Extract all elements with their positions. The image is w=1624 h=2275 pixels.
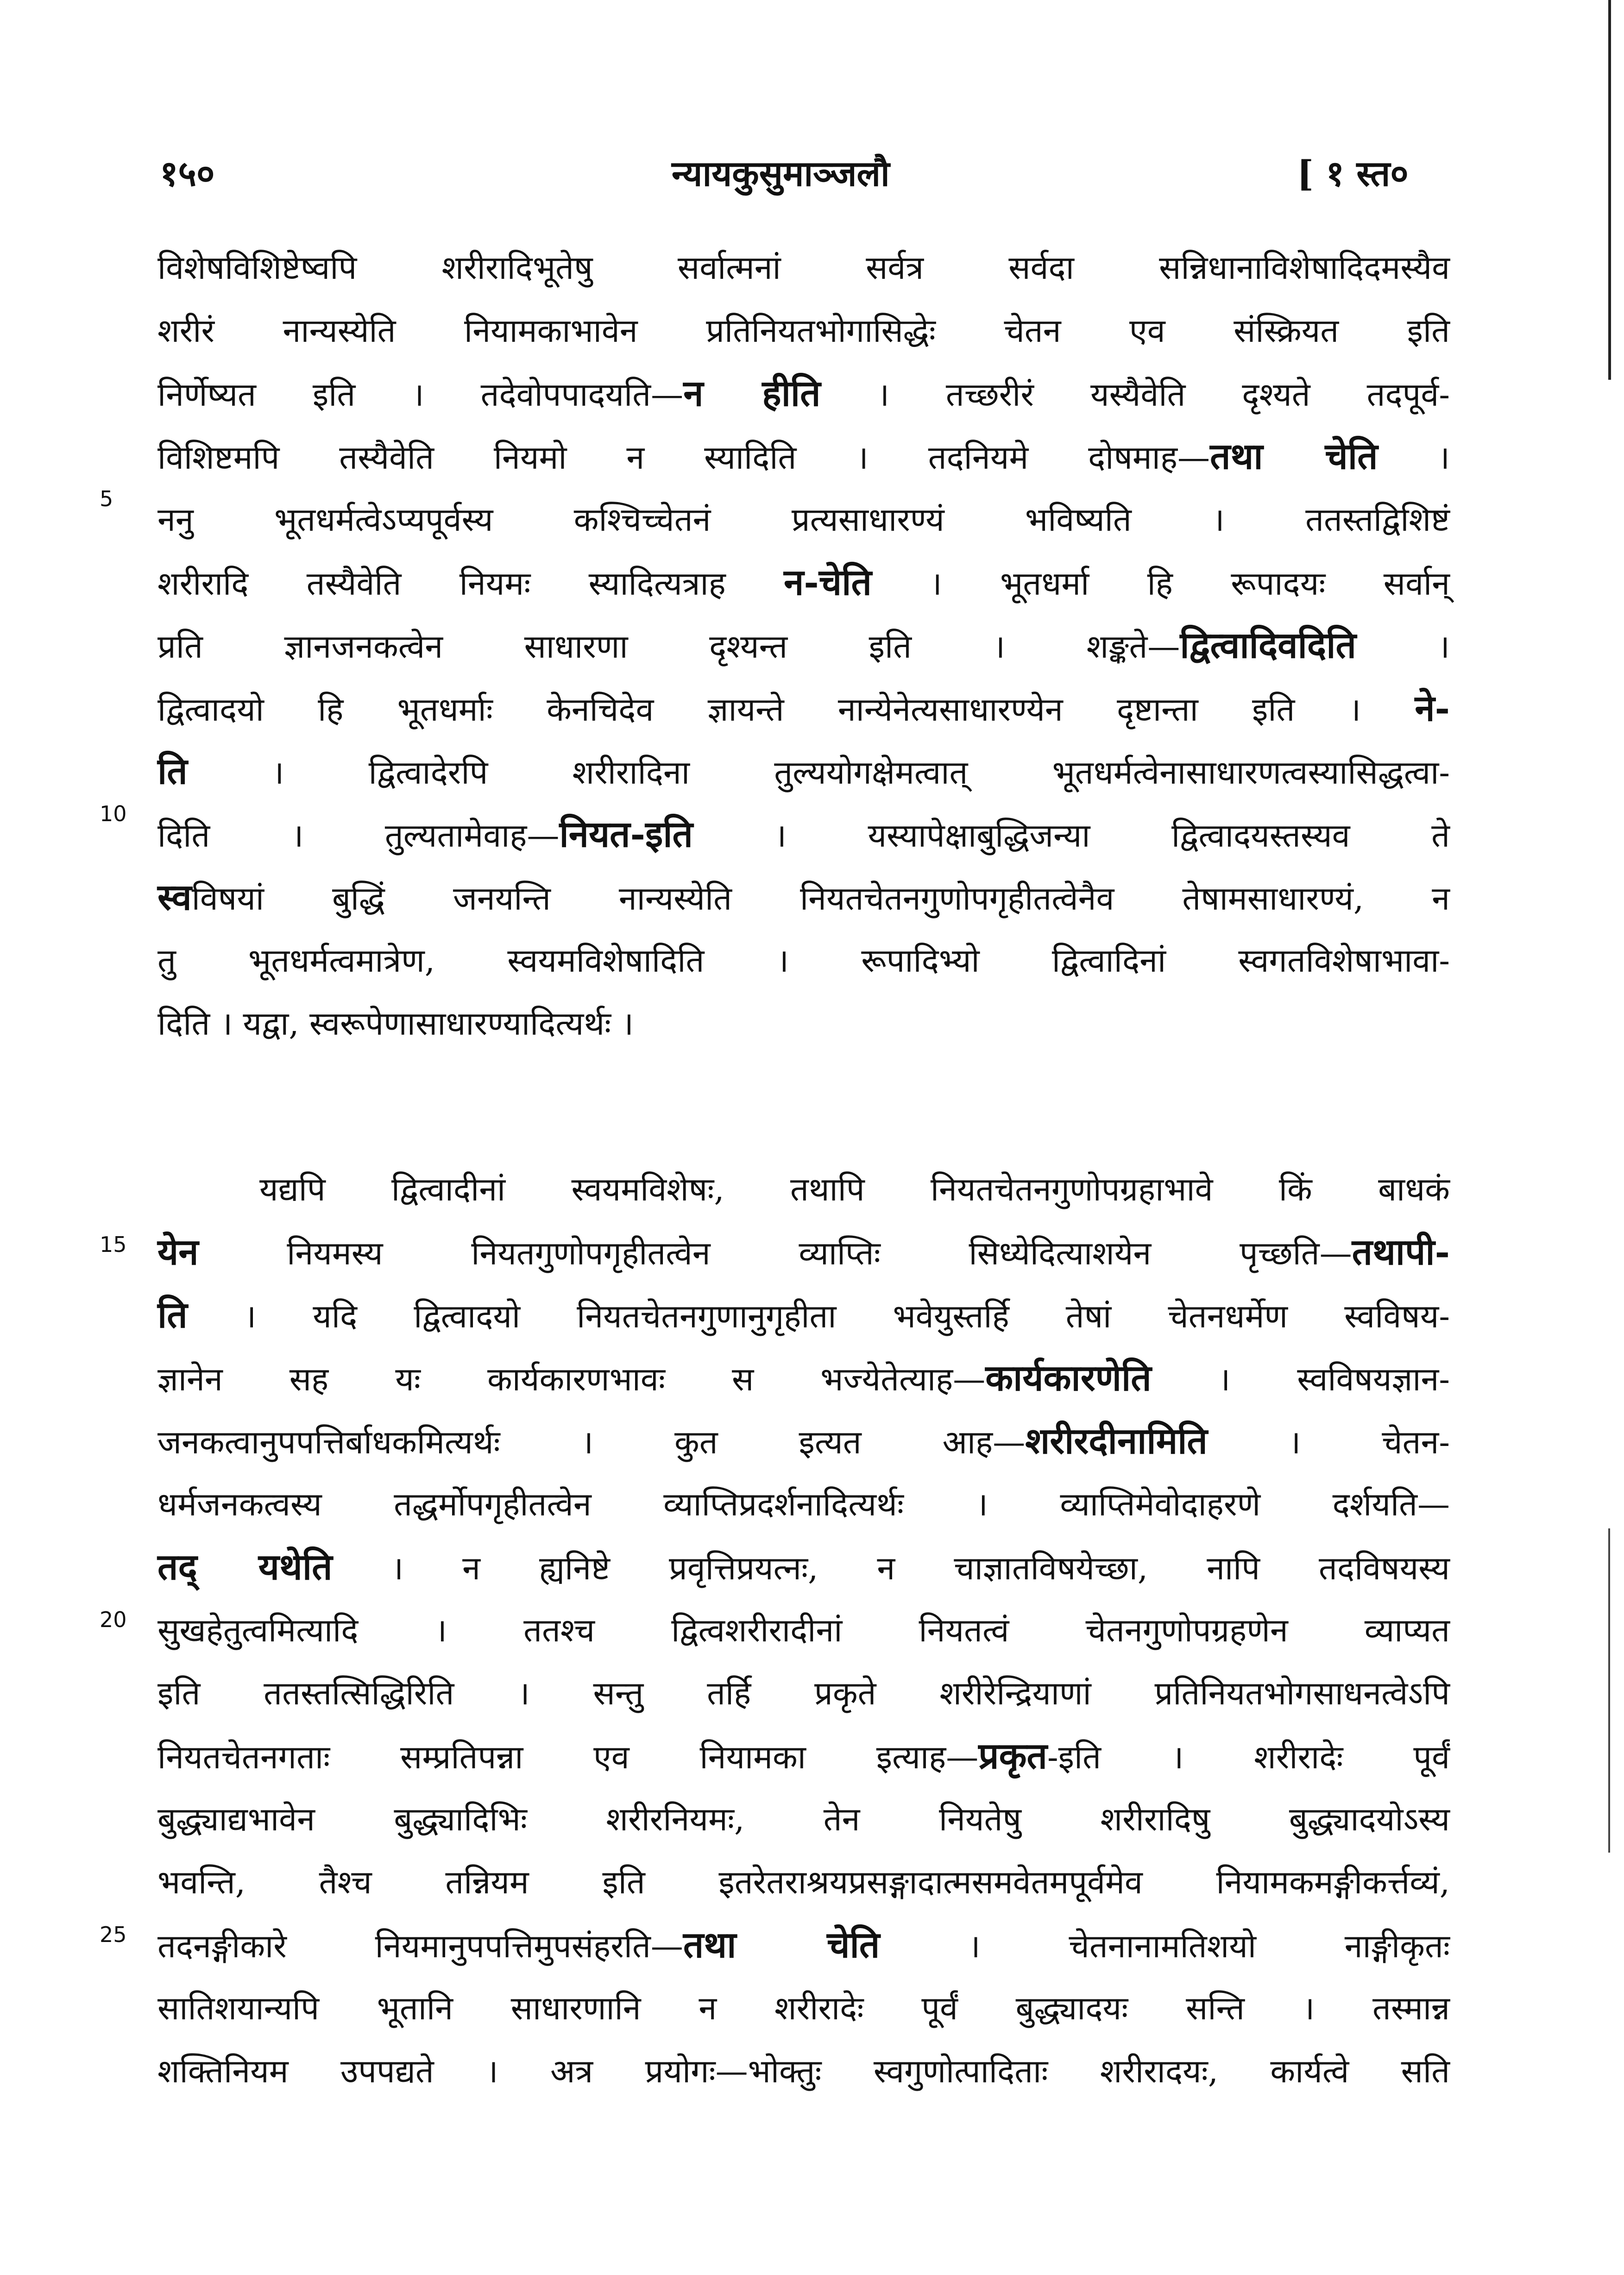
text-segment: शरीरादि तस्यैवेति नियमः स्यादित्यत्राह <box>157 565 784 603</box>
paragraph-1 <box>157 236 1450 1055</box>
text-segment: । यस्यापेक्षाबुद्धिजन्या द्वित्वादयस्तस्यव ते <box>692 817 1450 855</box>
line-number: 25 <box>100 1922 127 1947</box>
bold-pratika: न-चेति <box>784 561 872 603</box>
text-line <box>157 2040 1450 2103</box>
text-line <box>157 1347 1450 1410</box>
text-segment: तदनङ्गीकारे नियमानुपपत्तिमुपसंहरति— <box>157 1927 683 1965</box>
bold-pratika: ति <box>157 1294 188 1336</box>
bold-pratika: स्व <box>157 876 192 918</box>
text-segment: ननु भूतधर्मत्वेऽप्यपूर्वस्य कश्चिच्चेतनं प्रत्यसाधारण्यं भविष्यति । ततस्तद्विशिष्टं <box>157 501 1450 539</box>
text-segment: । <box>1378 439 1450 477</box>
text-line <box>157 1725 1450 1788</box>
text-line <box>157 299 1450 362</box>
text-line <box>157 1473 1450 1536</box>
text-segment: । चेतन- <box>1207 1423 1450 1461</box>
text-segment: बुद्ध्याद्यभावेन बुद्ध्यादिभिः शरीरनियमः, तेन नियतेषु शरीरादिषु बुद्ध्यादयोऽस्य <box>157 1800 1450 1838</box>
text-segment: । चेतनानामतिशयो नाङ्गीकृतः <box>880 1927 1450 1965</box>
text-segment: ज्ञानेन सह यः कार्यकारणभावः स भज्येतेत्याह— <box>157 1360 986 1398</box>
text-line <box>157 803 1450 866</box>
bold-pratika: तथा चेति <box>1210 435 1378 478</box>
text-line <box>157 236 1450 299</box>
text-line <box>157 362 1450 425</box>
text-segment: । तच्छरीरं यस्यैवेति दृश्यते तदपूर्व- <box>820 376 1450 414</box>
text-segment: प्रति ज्ञानजनकत्वेन साधारणा दृश्यन्त इति । शङ्कते— <box>157 628 1180 666</box>
text-segment: सातिशयान्यपि भूतानि साधारणानि न शरीरादेः पूर्वं बुद्ध्यादयः सन्ति । तस्मान्न <box>157 1989 1450 2027</box>
text-segment: शक्तिनियम उपपद्यते । अत्र प्रयोगः—भोक्तुः स्वगुणोत्पादिताः शरीरादयः, कार्यत्वे सति <box>157 2052 1450 2090</box>
text-segment: । न ह्यनिष्टे प्रवृत्तिप्रयत्नः, न चाज्ञातविषयेच्छा, नापि तदविषयस्य <box>332 1549 1450 1587</box>
text-line <box>157 1410 1450 1473</box>
text-segment: तु भूतधर्मत्वमात्रेण, स्वयमविशेषादिति । रूपादिभ्यो द्वित्वादिनां स्वगतविशेषाभावा- <box>157 942 1450 980</box>
line-number: 15 <box>100 1232 127 1257</box>
text-segment: दिति । तुल्यतामेवाह— <box>157 817 560 855</box>
bold-pratika: नियत-इति <box>559 813 693 855</box>
text-segment: -इति । शरीरादेः पूर्वं <box>1047 1738 1450 1776</box>
page-number: १५० <box>160 153 215 194</box>
text-line <box>157 1914 1450 1977</box>
text-line <box>157 1599 1450 1662</box>
text-segment: विषयां बुद्धिं जनयन्ति नान्यस्येति नियतचेतनगुणोपगृहीतत्वेनैव तेषामसाधारण्यं, न <box>191 880 1450 918</box>
text-segment: दिति । यद्वा, स्वरूपेणासाधारण्यादित्यर्थः । <box>157 1005 634 1043</box>
text-segment: नियतचेतनगताः सम्प्रतिपन्ना एव नियामका इत्याह— <box>157 1738 979 1776</box>
text-segment: इति ततस्तत्सिद्धिरिति । सन्तु तर्हि प्रकृते शरीरेन्द्रियाणां प्रतिनियतभोगसाधनत्वेऽपि <box>157 1674 1450 1712</box>
bold-pratika: शरीरदीनामिति <box>1025 1420 1208 1462</box>
text-segment: धर्मजनकत्वस्य तद्धर्मोपगृहीतत्वेन व्याप्तिप्रदर्शनादित्यर्थः । व्याप्तिमेवोदाहरणे दर्शयति— <box>157 1485 1450 1523</box>
page-edge-mark <box>1608 0 1611 380</box>
text-line <box>157 992 1450 1055</box>
bold-pratika: ति <box>157 750 188 792</box>
bold-pratika: न हीति <box>683 372 821 415</box>
text-segment: नियमस्य नियतगुणोपगृहीतत्वेन व्याप्तिः सिध्येदित्याशयेन पृच्छति— <box>198 1234 1352 1272</box>
text-line <box>157 1284 1450 1347</box>
page-edge-mark <box>1608 1528 1610 1853</box>
text-segment: विशिष्टमपि तस्यैवेति नियमो न स्यादिति । तदनियमे दोषमाह— <box>157 439 1210 477</box>
text-line <box>157 551 1450 614</box>
text-segment: द्वित्वादयो हि भूतधर्माः केनचिदेव ज्ञायन्ते नान्येनेत्यसाधारण्येन दृष्टान्ता इति । <box>157 691 1415 729</box>
text-line <box>157 1788 1450 1851</box>
bold-pratika: तद् यथेति <box>157 1546 333 1588</box>
text-segment: । यदि द्वित्वादयो नियतचेतनगुणानुगृहीता भवेयुस्तर्हि तेषां चेतनधर्मेण स्वविषय- <box>187 1297 1450 1335</box>
text-line <box>157 677 1450 740</box>
text-segment: । <box>1356 628 1450 666</box>
text-line <box>157 1158 1450 1221</box>
running-title: न्यायकुसुमाञ्जलौ <box>672 153 890 194</box>
text-segment: भवन्ति, तैश्च तन्नियम इति इतरेतराश्रयप्रसङ्गादात्मसमवेतमपूर्वमेव नियामकमङ्गीकर्त्तव्यं, <box>157 1863 1450 1901</box>
bold-pratika: द्वित्वादिवदिति <box>1180 624 1356 666</box>
bold-pratika: तथापी- <box>1352 1231 1450 1273</box>
text-line <box>157 740 1450 803</box>
text-line <box>157 866 1450 929</box>
text-segment: निर्णेष्यत इति । तदेवोपपादयति— <box>157 376 684 414</box>
bold-pratika: कार्यकारणेति <box>985 1357 1152 1399</box>
text-line <box>157 425 1450 488</box>
text-segment: शरीरं नान्यस्येति नियामकाभावेन प्रतिनियतभोगासिद्धेः चेतन एव संस्क्रियत इति <box>157 312 1450 350</box>
text-line <box>157 1221 1450 1284</box>
bold-pratika: प्रकृत <box>978 1735 1048 1777</box>
text-segment: विशेषविशिष्टेष्वपि शरीरादिभूतेषु सर्वात्मनां सर्वत्र सर्वदा सन्निधानाविशेषादिदमस्यैव <box>157 249 1450 287</box>
text-line <box>157 929 1450 992</box>
text-segment: सुखहेतुत्वमित्यादि । ततश्च द्वित्वशरीरादीनां नियतत्वं चेतनगुणोपग्रहणेन व्याप्यत <box>157 1611 1450 1649</box>
text-segment: । स्वविषयज्ञान- <box>1151 1360 1450 1398</box>
text-line <box>157 1851 1450 1914</box>
text-segment: जनकत्वानुपपत्तिर्बाधकमित्यर्थः । कुत इत्यत आह— <box>157 1423 1026 1461</box>
text-segment: । भूतधर्मा हि रूपादयः सर्वान् <box>871 565 1450 603</box>
line-number: 5 <box>100 486 113 511</box>
text-segment: । द्वित्वादेरपि शरीरादिना तुल्ययोगक्षेमत्वात् भूतधर्मत्वेनासाधारणत्वस्यासिद्धत्वा- <box>187 754 1450 792</box>
text-line <box>157 1662 1450 1725</box>
bold-pratika: येन <box>157 1231 199 1273</box>
bold-pratika: ने- <box>1415 687 1450 729</box>
section-marker: [ १ स्त० <box>1297 153 1409 194</box>
line-number: 10 <box>100 801 127 826</box>
text-line <box>157 488 1450 551</box>
bold-pratika: तथा चेति <box>683 1924 880 1966</box>
paragraph-2 <box>157 1158 1450 2103</box>
text-segment: यद्यपि द्वित्वादीनां स्वयमविशेषः, तथापि नियतचेतनगुणोपग्रहाभावे किं बाधकं <box>259 1170 1450 1208</box>
text-line <box>157 1536 1450 1599</box>
line-number: 20 <box>100 1607 127 1632</box>
text-line <box>157 614 1450 677</box>
text-line <box>157 1977 1450 2040</box>
